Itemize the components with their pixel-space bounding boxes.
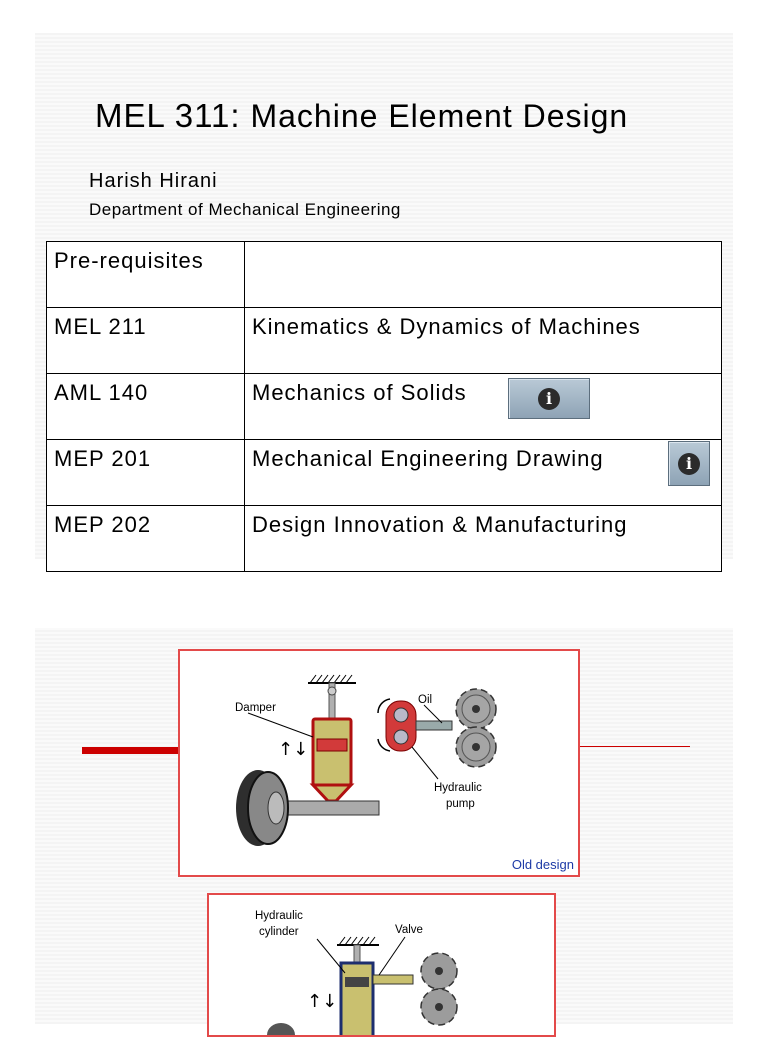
hydraulic-label: Hydraulic <box>434 782 482 794</box>
table-cell: MEP 202 <box>47 506 245 572</box>
figure-new-design <box>207 893 556 1037</box>
table-cell <box>245 242 722 308</box>
table-cell: Mechanical Engineering Drawing <box>245 440 722 506</box>
info-icon: i <box>538 388 560 410</box>
author-name: Harish Hirani <box>89 170 218 192</box>
table-cell: Pre-requisites <box>47 242 245 308</box>
course-code: MEL 311: <box>95 97 241 134</box>
svg-text:↑↓: ↑↓ <box>307 991 338 1012</box>
valve-label: Valve <box>395 924 423 936</box>
hydraulic-cylinder-label-1: Hydraulic <box>255 910 303 922</box>
oil-label: Oil <box>418 694 433 706</box>
table-row <box>47 506 722 572</box>
info-icon: i <box>678 453 700 475</box>
svg-text:↑↓: ↑↓ <box>278 739 309 760</box>
table-cell: Kinematics & Dynamics of Machines <box>245 308 722 374</box>
figure-caption: Old design <box>511 857 574 872</box>
pump-label: pump <box>446 798 475 810</box>
table-cell: Design Innovation & Manufacturing <box>245 506 722 572</box>
department-name: Department of Mechanical Engineering <box>89 200 401 219</box>
figure-old-design <box>178 649 580 877</box>
table-cell: MEL 211 <box>47 308 245 374</box>
prerequisites-table <box>46 241 722 572</box>
accent-line <box>578 746 690 747</box>
table-row <box>47 242 722 308</box>
table-cell: Mechanics of Solids <box>245 374 722 440</box>
table-cell: MEP 201 <box>47 440 245 506</box>
accent-bar <box>82 747 180 754</box>
table-row <box>47 374 722 440</box>
suspension-illustration <box>180 651 578 875</box>
table-row <box>47 440 722 506</box>
info-button-mep201[interactable] <box>668 441 710 486</box>
course-name: Machine Element Design <box>250 98 629 134</box>
table-cell: AML 140 <box>47 374 245 440</box>
slide-title <box>95 97 628 135</box>
info-button-aml140[interactable] <box>508 378 590 419</box>
slide-1 <box>35 33 733 559</box>
table-row <box>47 308 722 374</box>
damper-label: Damper <box>235 702 276 714</box>
hydraulic-cylinder-label-2: cylinder <box>259 926 299 938</box>
